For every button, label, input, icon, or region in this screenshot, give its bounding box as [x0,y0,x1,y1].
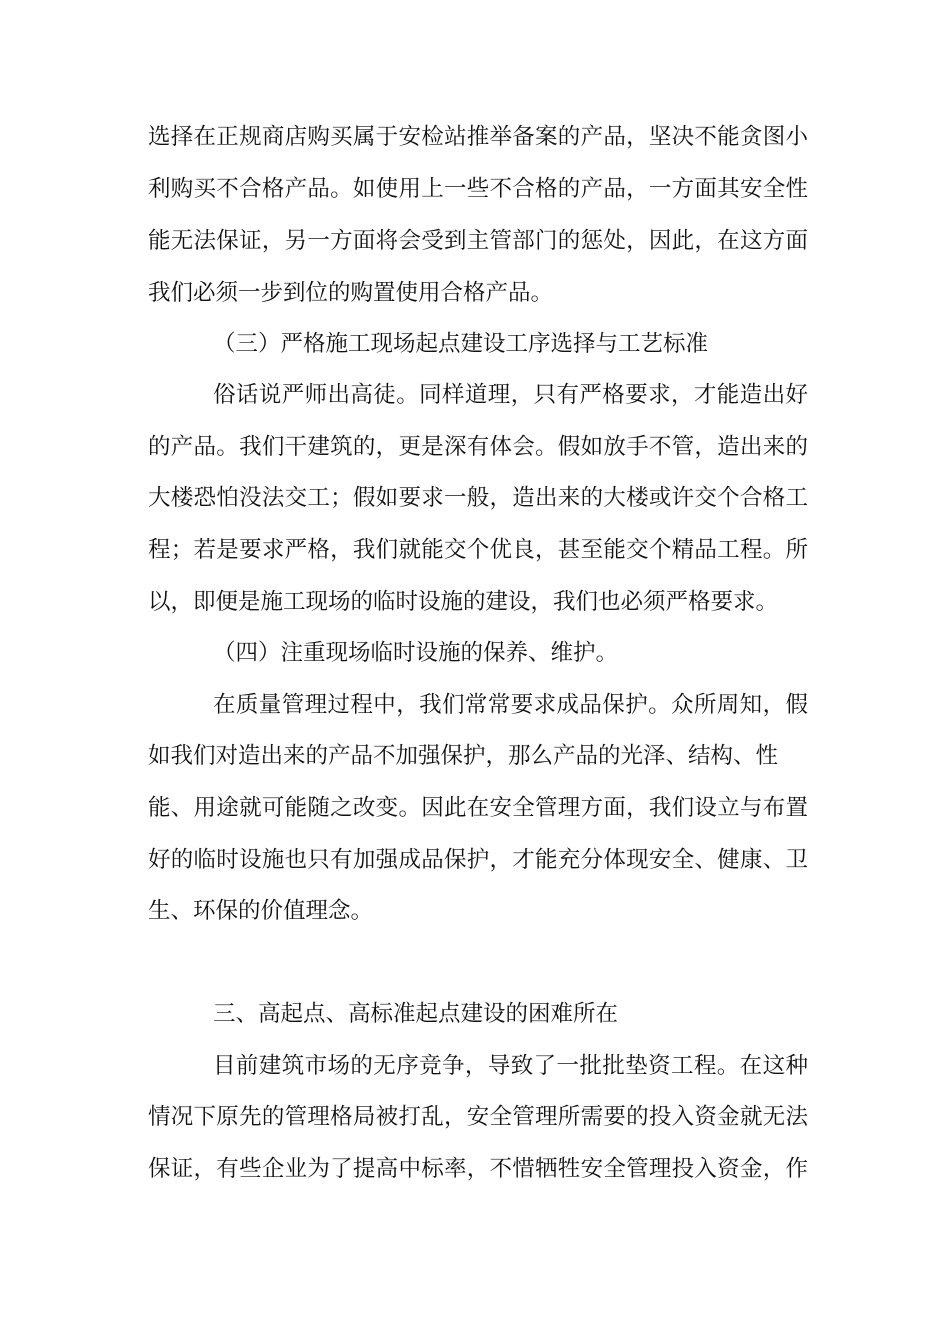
paragraph-line: 程；若是要求严格，我们就能交个优良，甚至能交个精品工程。所 [148,537,808,563]
paragraph-line: 能、用途就可能随之改变。因此在安全管理方面，我们设立与布置 [148,795,808,821]
paragraph-line: 选择在正规商店购买属于安检站推举备案的产品，坚决不能贪图小 [148,124,808,150]
paragraph-line: 目前建筑市场的无序竞争，导致了一批批垫资工程。在这种 [213,1053,808,1079]
paragraph-line: 我们必须一步到位的购置使用合格产品。 [148,280,554,306]
paragraph-line: 利购买不合格产品。如使用上一些不合格的产品，一方面其安全性 [148,176,808,202]
paragraph-line: 情况下原先的管理格局被打乱，安全管理所需要的投入资金就无法 [148,1104,808,1130]
section-heading: （三）严格施工现场起点建设工序选择与工艺标准 [213,331,709,357]
paragraph-line: 俗话说严师出高徒。同样道理，只有严格要求，才能造出好 [213,382,808,408]
paragraph-line: 如我们对造出来的产品不加强保护，那么产品的光泽、结构、性 [148,743,779,769]
paragraph-line: 以，即便是施工现场的临时设施的建设，我们也必须严格要求。 [148,589,779,615]
paragraph-line: 好的临时设施也只有加强成品保护，才能充分体现安全、健康、卫 [148,847,808,873]
paragraph-line: 保证，有些企业为了提高中标率，不惜牺牲安全管理投入资金，作 [148,1156,808,1182]
chapter-heading: 三、高起点、高标准起点建设的困难所在 [213,1001,619,1027]
paragraph-line: 生、环保的价值理念。 [148,898,374,924]
section-heading: （四）注重现场临时设施的保养、维护。 [213,640,619,666]
paragraph-line: 的产品。我们干建筑的，更是深有体会。假如放手不管，造出来的 [148,434,808,460]
paragraph-line: 大楼恐怕没法交工；假如要求一般，造出来的大楼或许交个合格工 [148,485,808,511]
paragraph-line: 在质量管理过程中，我们常常要求成品保护。众所周知，假 [213,692,808,718]
paragraph-line: 能无法保证，另一方面将会受到主管部门的惩处，因此，在这方面 [148,228,808,254]
